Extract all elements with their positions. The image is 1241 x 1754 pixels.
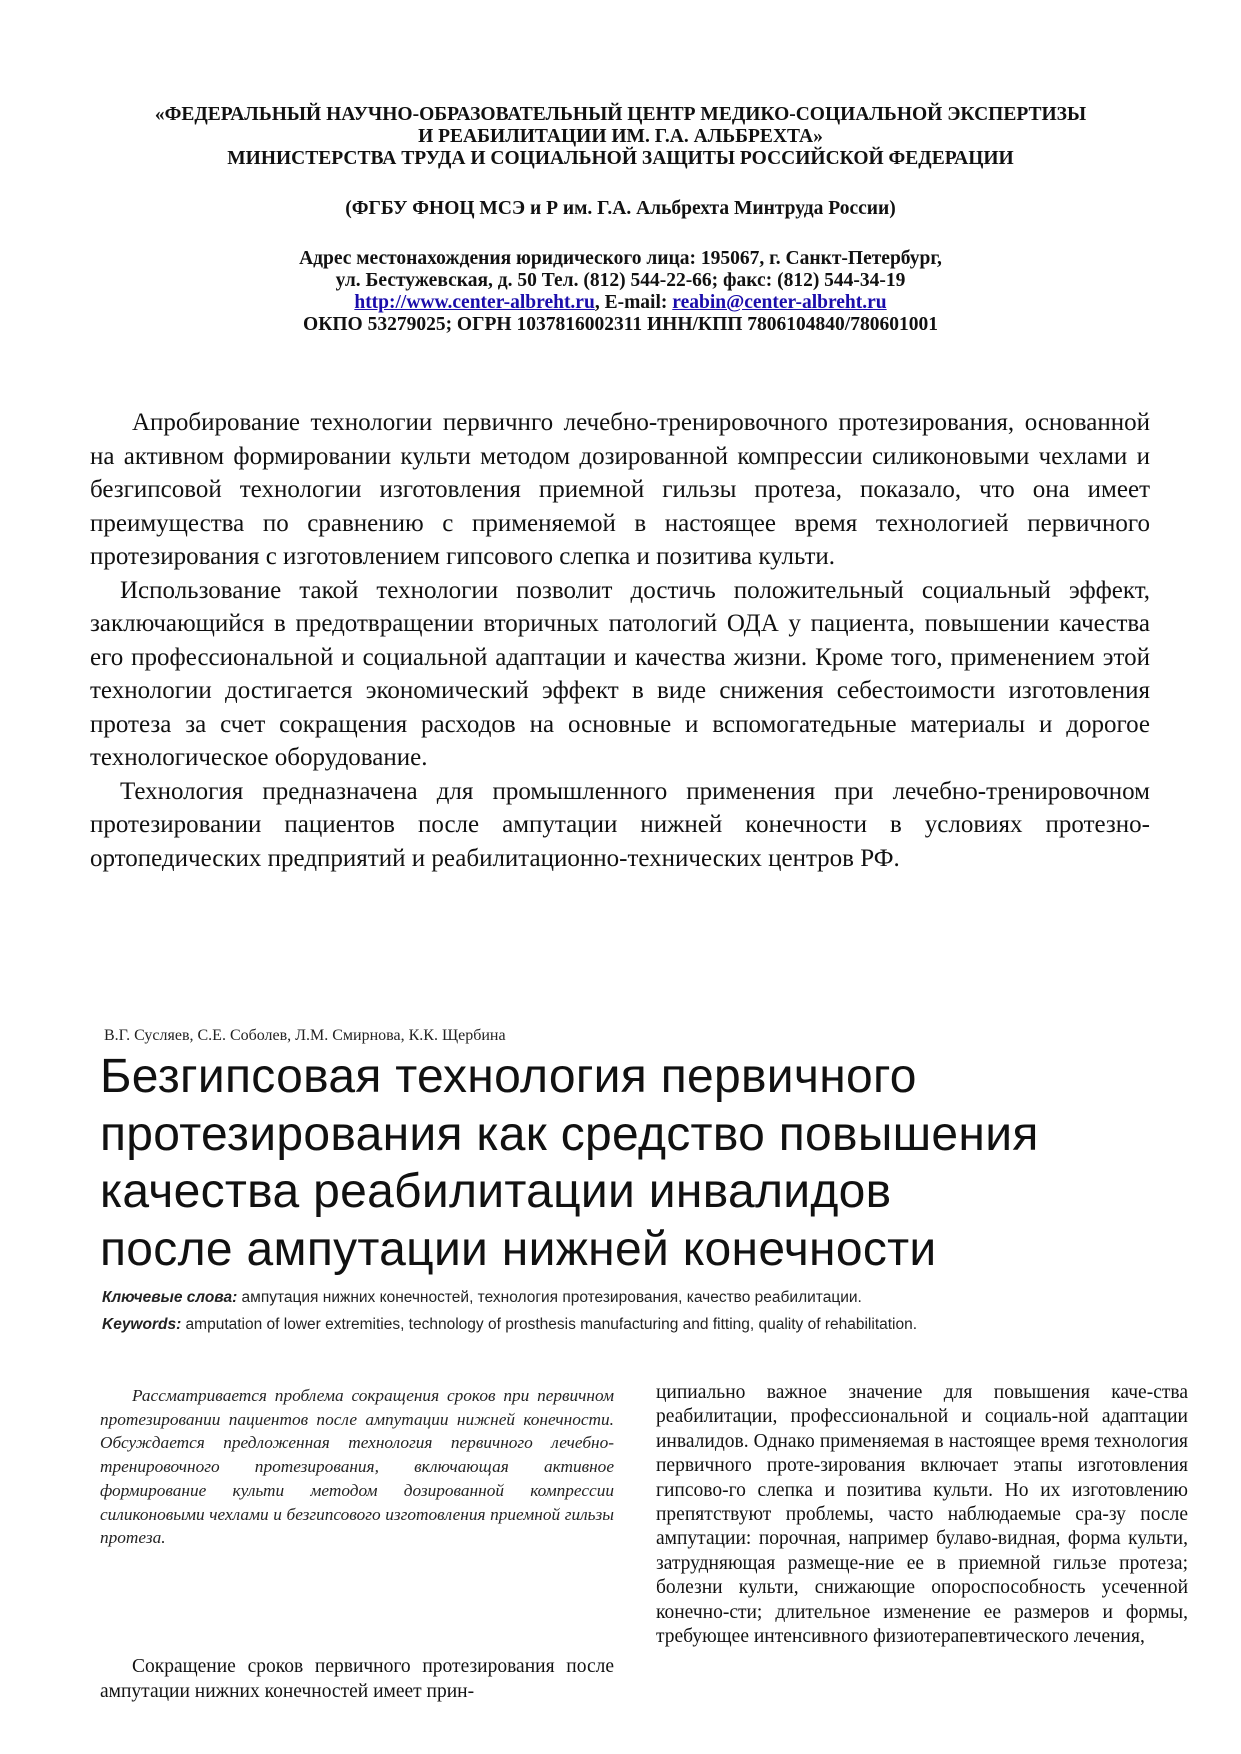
body-left-paragraph: Сокращение сроков первичного протезирования после ампутации нижних конечностей имеет прин- [100, 1656, 614, 1702]
body-column-right [656, 1381, 1188, 1649]
body-column-left [100, 1655, 614, 1704]
header-abbreviation: (ФГБУ ФНОЦ МСЭ и Р им. Г.А. Альбрехта Минтруда России) [345, 198, 896, 219]
title-line-3: качества реабилитации инвалидов [100, 1165, 892, 1218]
body-right-paragraph: ципиально важное значение для повышения каче-ства реабилитации, профессиональной и социаль-ной адаптации инвалидов. Однако применяемая в настоящее время технология первичного проте-зирования включает этапы изготовления гипсово-го слепка и позитива культи. Но их изготовлению препятствуют проблемы, часто наблюдаемые сра-зу после ампутации: порочная, например булаво-видная, форма культи, затрудняющая размеще-ние ее в приемной гильзе протеза; болезни культи, снижающие опороспособность усеченной конечно-сти; длительное изменение ее размеров и формы, требующее интенсивного физиотерапевтического лечения, [656, 1382, 1188, 1648]
keywords-ru [102, 1289, 862, 1307]
title-line-1: Безгипсовая технология первичного [100, 1050, 917, 1103]
keywords-ru-label: Ключевые слова: [102, 1289, 238, 1306]
keywords-en-label: Keywords: [102, 1316, 182, 1333]
institution-header [60, 104, 1181, 336]
keywords-en-text: amputation of lower extremities, technology of prosthesis manufacturing and fitting, quality of rehabilitation. [181, 1316, 918, 1333]
header-codes: ОКПО 53279025; ОГРН 1037816002311 ИНН/КПП 7806104840/780601001 [303, 314, 938, 335]
intro-text [90, 406, 1150, 875]
header-org-line1: «ФЕДЕРАЛЬНЫЙ НАУЧНО-ОБРАЗОВАТЕЛЬНЫЙ ЦЕНТР МЕДИКО-СОЦИАЛЬНОЙ ЭКСПЕРТИЗЫ [154, 104, 1087, 125]
title-line-4: после ампутации нижней конечности [100, 1222, 937, 1276]
header-contacts [60, 292, 1181, 314]
header-org-line2: И РЕАБИЛИТАЦИИ ИМ. Г.А. АЛЬБРЕХТА» [418, 126, 823, 147]
article-abstract [100, 1384, 614, 1550]
article-title [100, 1048, 1200, 1278]
header-address-line1: Адрес местонахождения юридического лица: 195067, г. Санкт-Петербург, [299, 248, 942, 269]
header-ministry-line: МИНИСТЕРСТВА ТРУДА И СОЦИАЛЬНОЙ ЗАЩИТЫ РОССИЙСКОЙ ФЕДЕРАЦИИ [227, 148, 1014, 169]
keywords-en [102, 1316, 917, 1334]
keywords-ru-text: ампутация нижних конечностей, технология протезирования, качество реабилитации. [237, 1289, 862, 1306]
abstract-paragraph: Рассматривается проблема сокращения сроков при первичном протезировании пациентов после ампутации нижней конечности. Обсуждается предложенная технология первичного лечебно-тренировочного протезирования, включающая активное формирование культи методом дозированной компрессии силиконовыми чехлами и безгипсового изготовления приемной гильзы протеза. [100, 1386, 614, 1548]
article-authors: В.Г. Сусляев, С.Е. Соболев, Л.М. Смирнова, К.К. Щербина [104, 1027, 506, 1044]
title-line-2: протезирования как средство повышения [100, 1107, 1039, 1161]
website-link[interactable]: http://www.center-albreht.ru [354, 292, 595, 313]
email-link[interactable]: reabin@center-albreht.ru [672, 292, 887, 313]
header-address-line2: ул. Бестужевская, д. 50 Тел. (812) 544-22-66; факс: (812) 544-34-19 [335, 270, 906, 291]
intro-paragraph-1: Апробирование технологии первичнго лечебно-тренировочного протезирования, основанной на активном формировании культи методом дозированной компрессии силиконовыми чехлами и безгипсовой технологии изготовления приемной гильзы протеза, показало, что она имеет преимущества по сравнению с применяемой в настоящее время технологией первичного протезирования с изготовлением гипсового слепка и позитива культи. [90, 409, 1150, 570]
intro-paragraph-2: Использование такой технологии позволит достичь положительный социальный эффект, заключающийся в предотвращении вторичных патологий ОДА у пациента, повышении качества его профессиональной и социальной адаптации и качества жизни. Кроме того, применением этой технологии достигается экономический эффект в виде снижения себестоимости изготовления протеза за счет сокращения расходов на основные и вспомогатедьные материалы и дорогое технологическое оборудование. [90, 576, 1150, 771]
intro-paragraph-3: Технология предназначена для промышленного применения при лечебно-тренировочном протезировании пациентов после ампутации нижней конечности в условиях протезно-ортопедических предприятий и реабилитационно-технических центров РФ. [90, 777, 1150, 872]
email-label: , E-mail: [594, 292, 673, 313]
